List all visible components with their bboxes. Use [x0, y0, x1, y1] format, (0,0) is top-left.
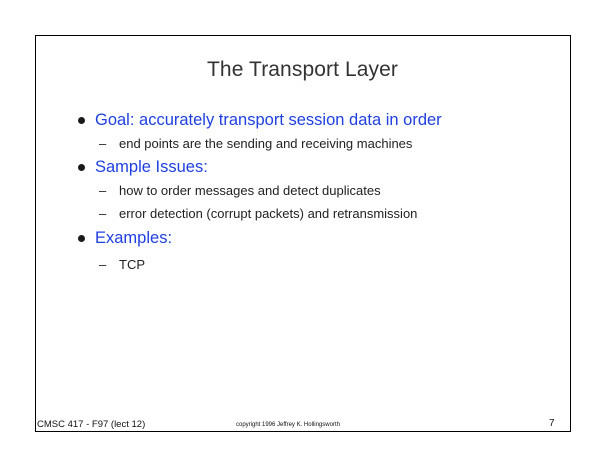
sub-item-text: TCP — [119, 257, 145, 272]
sub-item — [99, 136, 412, 152]
bullet-dot-icon — [78, 235, 85, 242]
bullet-dot-icon — [78, 164, 85, 171]
dash-icon: – — [99, 257, 107, 272]
dash-icon: – — [99, 206, 107, 221]
bullet-text: Goal: accurately transport session data in order — [95, 111, 442, 129]
dash-icon: – — [99, 136, 107, 151]
bullet-dot-icon — [78, 117, 85, 124]
slide-title: The Transport Layer — [207, 58, 398, 81]
sub-item — [99, 183, 381, 199]
bullet-text: Examples: — [95, 229, 173, 247]
sub-item-text: how to order messages and detect duplicates — [119, 183, 381, 198]
sub-item-text: end points are the sending and receiving machines — [119, 136, 413, 151]
footer-course: CMSC 417 - F97 (lect 12) — [37, 419, 146, 430]
dash-icon: – — [99, 183, 107, 198]
sub-item-text: error detection (corrupt packets) and retransmission — [119, 206, 418, 221]
bullet-text: Sample Issues: — [95, 158, 208, 176]
sub-item — [99, 206, 417, 222]
sub-item — [99, 257, 145, 273]
footer-copyright: copyright 1996 Jeffrey K. Hollingsworth — [236, 422, 340, 428]
page-number: 7 — [549, 418, 555, 429]
